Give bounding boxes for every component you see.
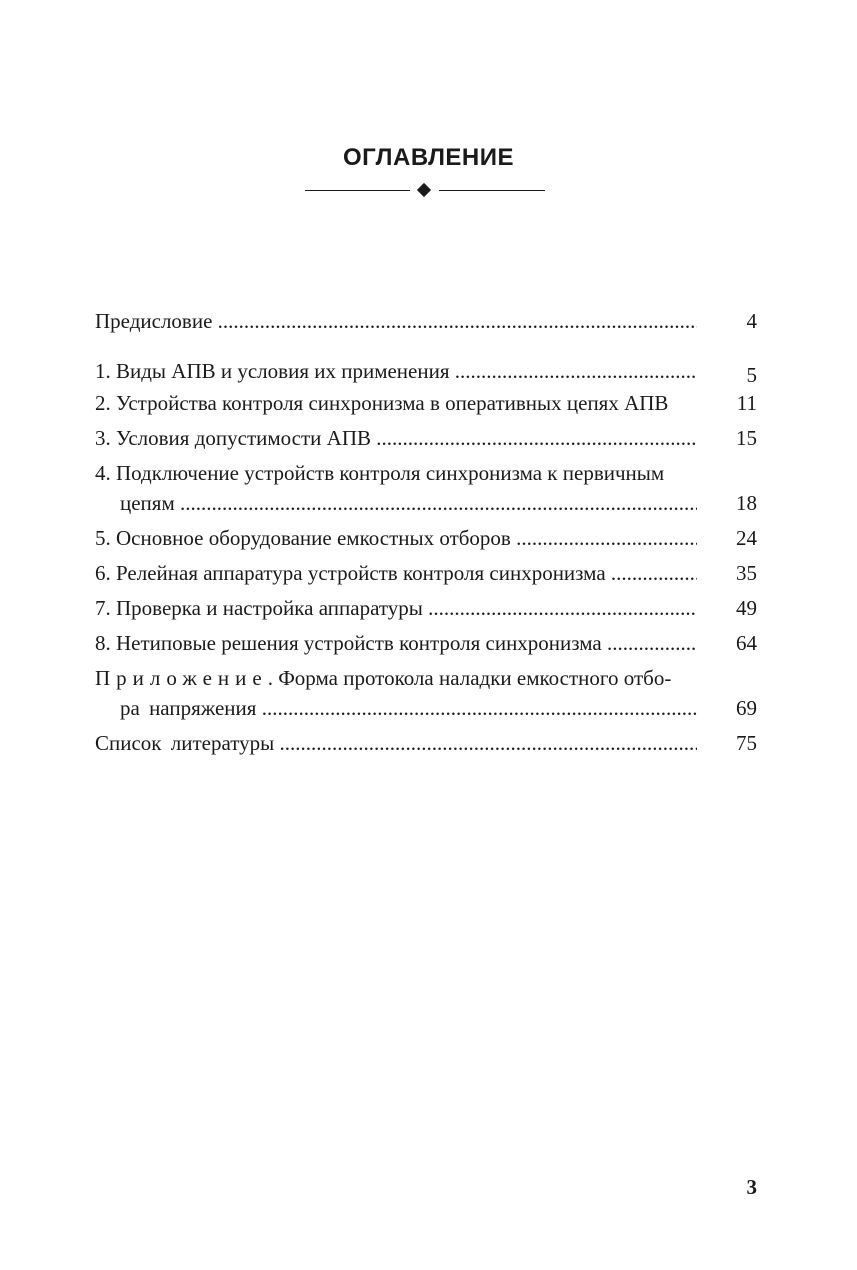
toc-entry-page: 24	[736, 526, 757, 550]
toc-entry-chapter-8[interactable]	[95, 627, 757, 659]
toc-entry-title: 8. Нетиповые решения устройств контроля синхронизма	[95, 631, 602, 655]
page-number: 3	[746, 1175, 757, 1199]
toc-entry-appendix-line-1[interactable]	[95, 662, 757, 694]
toc-entry-references[interactable]	[95, 727, 757, 759]
toc-entry-page: 11	[736, 391, 757, 415]
toc-entry-chapter-5[interactable]	[95, 522, 757, 554]
toc-entry-chapter-2[interactable]	[95, 387, 757, 419]
toc-entry-page: 35	[736, 561, 757, 585]
ornament-line-right	[439, 190, 545, 191]
toc-entry-page: 64	[736, 631, 757, 655]
toc-entry-page: 69	[736, 696, 757, 720]
toc-entry-page: 49	[736, 596, 757, 620]
toc-entry-page: 15	[736, 426, 757, 450]
diamond-icon	[417, 183, 431, 197]
toc-entry-title-continued: ра напряжения	[120, 696, 257, 720]
page-title: ОГЛАВЛЕНИЕ	[342, 144, 515, 171]
toc-entry-chapter-3[interactable]	[95, 422, 757, 454]
toc-entry-title: 1. Виды АПВ и условия их применения	[95, 359, 450, 383]
toc-entry-chapter-7[interactable]	[95, 592, 757, 624]
toc-entry-prefix: Приложение	[95, 666, 268, 690]
toc-entry-page: 5	[746, 363, 757, 387]
toc-entry-title: 6. Релейная аппаратура устройств контроля синхронизма	[95, 561, 606, 585]
toc-entry-chapter-6[interactable]	[95, 557, 757, 589]
toc-entry-title: Предисловие	[95, 309, 213, 333]
toc-entry-title: 3. Условия допустимости АПВ	[95, 426, 372, 450]
toc-entry-title-continued: цепям	[120, 491, 175, 515]
toc-entry-title: . Форма протокола наладки емкостного отбо-	[267, 666, 672, 690]
toc-entry-chapter-4-line-2[interactable]	[95, 487, 757, 519]
toc-entry-page: 75	[736, 731, 757, 755]
toc-entry-page: 18	[736, 491, 757, 515]
toc-entry-chapter-1[interactable]	[95, 355, 757, 387]
toc-entry-title: 5. Основное оборудование емкостных отборов	[95, 526, 511, 550]
toc-entry-title: Список литературы	[95, 731, 275, 755]
title-ornament	[305, 180, 545, 200]
toc-entry-chapter-4-line-1[interactable]	[95, 457, 757, 489]
toc-entry-page: 4	[746, 309, 757, 333]
toc-entry-title: 4. Подключение устройств контроля синхронизма к первичным	[95, 461, 665, 485]
ornament-line-left	[305, 190, 410, 191]
toc-entry-appendix-line-2[interactable]	[95, 692, 757, 724]
toc-entry-title: 2. Устройства контроля синхронизма в оперативных цепях АПВ	[95, 391, 669, 415]
toc-entry-title: 7. Проверка и настройка аппаратуры	[95, 596, 423, 620]
toc-entry-preface[interactable]	[95, 305, 757, 337]
